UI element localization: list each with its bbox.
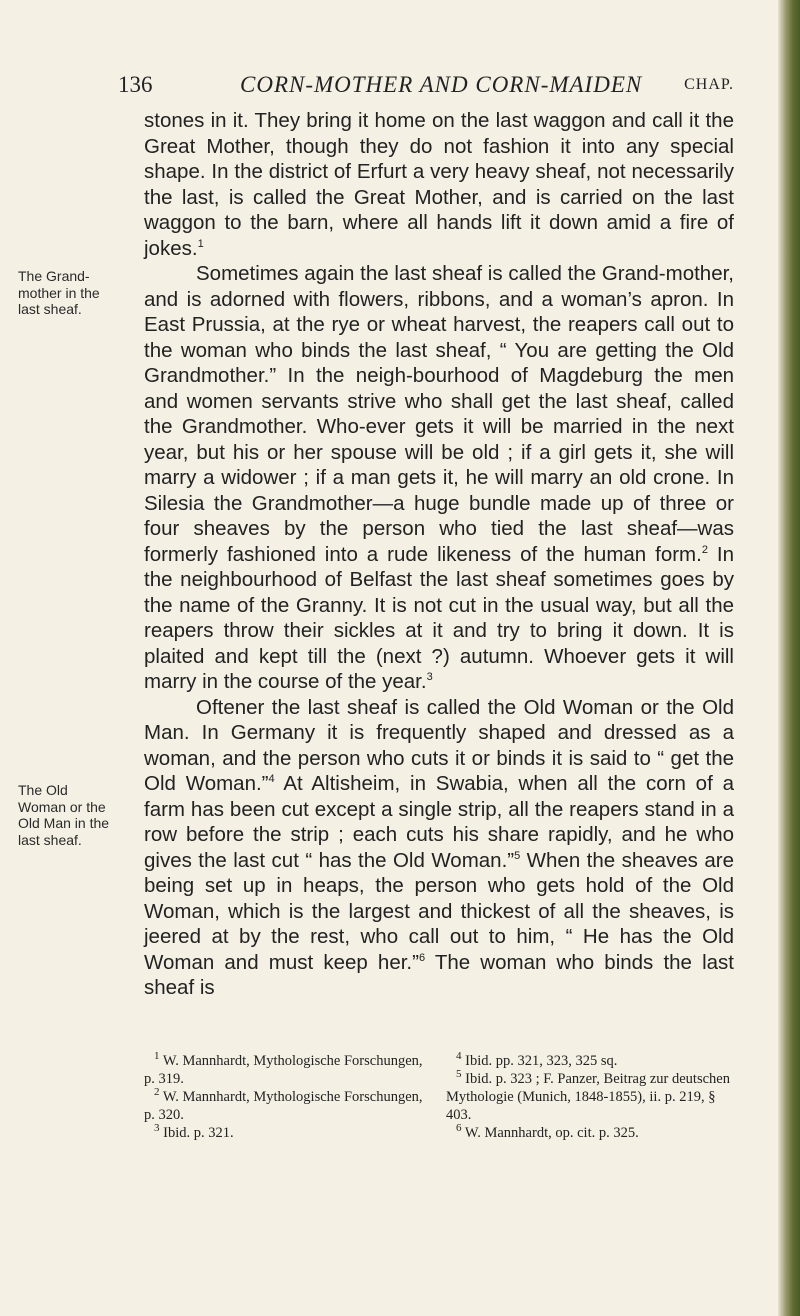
footnote: $^2$ W. Mannhardt, Mythologische Forschungen, p. 320. <box>144 1086 423 1123</box>
footnote-column-right <box>446 1052 736 1142</box>
footnote: $^4$ Ibid. pp. 321, 323, 325 sq. <box>456 1050 618 1069</box>
marginal-note-grandmother: The Grand-mother in the last sheaf. <box>18 268 100 317</box>
page-number: 136 <box>118 72 153 97</box>
footnote-ref[interactable]: 1 <box>197 237 204 250</box>
paragraph: stones in it. They bring it home on the last waggon and call it the Great Mother, though they do not fashion it into any special shape. In the district of Erfurt a very heavy sheaf, not necessarily the last, is called the Great Mother, and is carried on the last waggon to the barn, where all hands lift it down amid a fire of jokes.$^1$ <box>144 109 734 260</box>
chapter-label: CHAP. <box>684 76 734 93</box>
paragraph: Sometimes again the last sheaf is called the Grand-mother, and is adorned with flowers, ribbons, and a woman’s apron. In East Prussia, at the rye or wheat harvest, the reapers call out to the woman who binds the last sheaf, “ You are getting the Old Grandmother.” In the neigh-bourhood of Magdeburg the men and women servants strive who shall get the last sheaf, called the Grandmother. Who-ever gets it will be married in the next year, but his or her spouse will be old ; if a girl gets it, she will marry a widower ; if a man gets it, he will marry an old crone. In Silesia the Grandmother—a huge bundle made up of three or four sheaves by the person who tied the last sheaf—was formerly fashioned into a rude likeness of the human form.$^2$ In the neighbourhood of Belfast the last sheaf sometimes goes by the name of the Granny. It is not cut in the usual way, but all the reapers throw their sickles at it and try to bring it down. It is plaited and kept till the (next ?) autumn. Whoever gets it will marry in the course of the year.$^3$ <box>144 262 734 693</box>
footnote: $^6$ W. Mannhardt, op. cit. p. 325. <box>456 1122 639 1141</box>
running-title: CORN-MOTHER AND CORN-MAIDEN <box>240 72 643 97</box>
footnote-ref[interactable]: 6 <box>418 951 426 964</box>
book-edge <box>778 0 800 1316</box>
footnote-ref[interactable]: 5 <box>514 849 521 862</box>
footnote-ref[interactable]: 4 <box>268 773 275 786</box>
footnote-ref[interactable]: 2 <box>701 543 708 556</box>
footnote: $^3$ Ibid. p. 321. <box>154 1122 234 1141</box>
footnote: $^5$ Ibid. p. 323 ; F. Panzer, Beitrag zur deutschen Mythologie (Munich, 1848-1855), ii. p. 219, § 403. <box>446 1068 730 1123</box>
footnote: $^1$ W. Mannhardt, Mythologische Forschungen, p. 319. <box>144 1050 423 1087</box>
footnote-ref[interactable]: 3 <box>426 671 433 684</box>
page-header <box>118 72 738 106</box>
footnote-column-left <box>144 1052 434 1142</box>
paragraph: Oftener the last sheaf is called the Old Woman or the Old Man. In Germany it is frequently shaped and dressed as a woman, and the person who cuts it or binds it is said to “ get the Old Woman.”$^4$ At Altisheim, in Swabia, when all the corn of a farm has been cut except a single strip, all the reapers stand in a row before the strip ; each cuts his share rapidly, and he who gives the last cut “ has the Old Woman.”$^5$ When the sheaves are being set up in heaps, the person who gets hold of the Old Woman, which is the largest and thickest of all the sheaves, is jeered at by the rest, who call out to him, “ He has the Old Woman and must keep her.”$^6$ The woman who binds the last sheaf is <box>144 695 734 999</box>
marginal-note-old-woman: The Old Woman or the Old Man in the last sheaf. <box>18 782 110 848</box>
body-text <box>144 108 734 1001</box>
